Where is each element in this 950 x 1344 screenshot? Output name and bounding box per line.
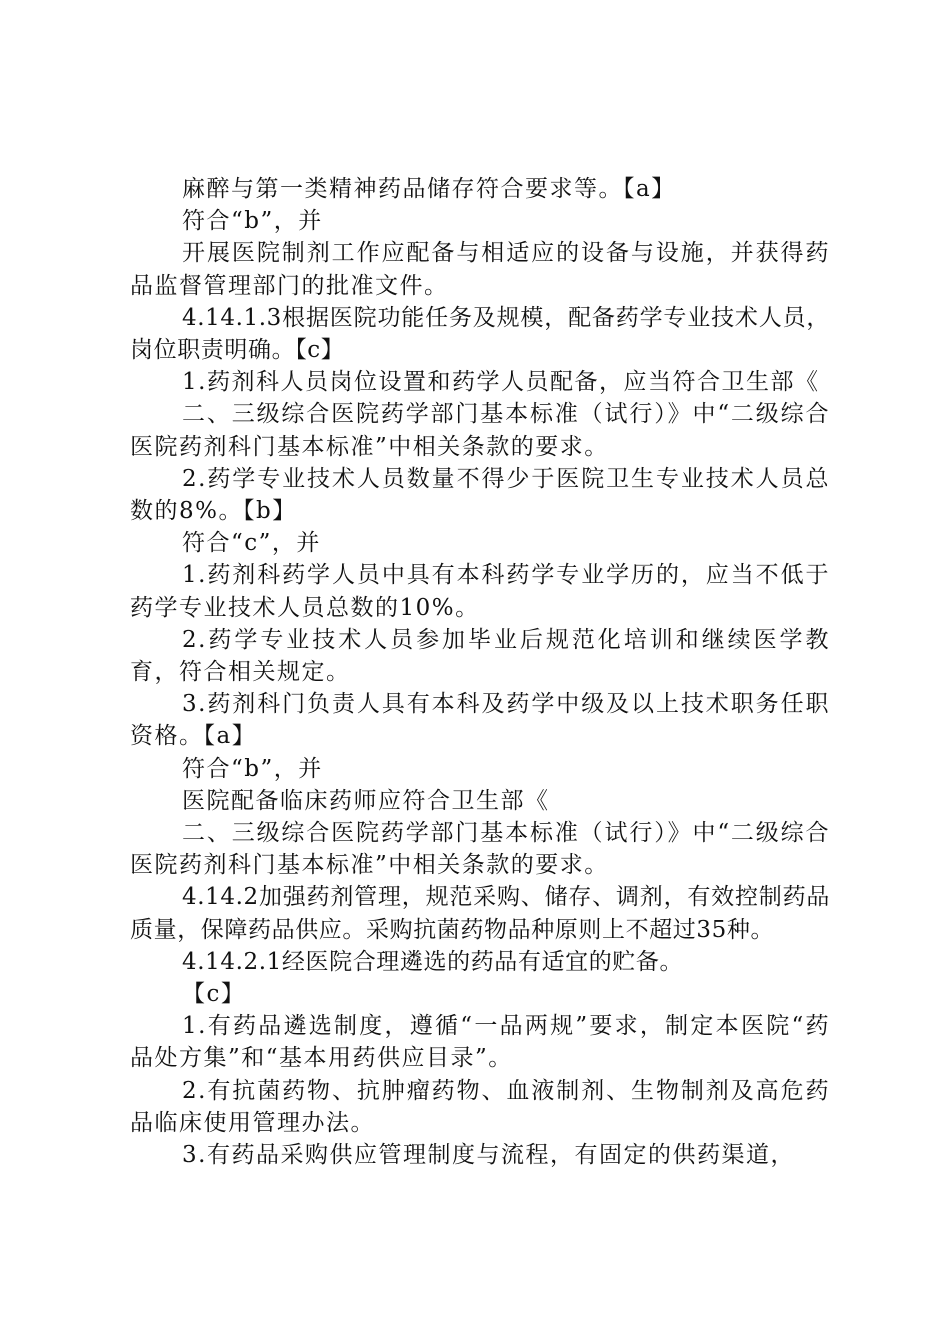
paragraph: 1.药剂科人员岗位设置和药学人员配备，应当符合卫生部《 bbox=[182, 369, 820, 396]
paragraph: 二、三级综合医院药学部门基本标准（试行）》中“二级综合医院药剂科门基本标准”中相关条款的要求。 bbox=[130, 820, 830, 879]
paragraph: 符合“b”，并 bbox=[182, 755, 323, 782]
paragraph: 3.药剂科门负责人具有本科及药学中级及以上技术职务任职资格。【a】 bbox=[130, 691, 830, 750]
paragraph: 麻醉与第一类精神药品储存符合要求等。【a】 bbox=[182, 176, 676, 202]
paragraph: 【c】 bbox=[182, 981, 246, 1008]
paragraph: 符合“b”，并 bbox=[182, 208, 323, 235]
paragraph: 2.有抗菌药物、抗肿瘤药物、血液制剂、生物制剂及高危药品临床使用管理办法。 bbox=[130, 1077, 830, 1136]
paragraph: 二、三级综合医院药学部门基本标准（试行）》中“二级综合医院药剂科门基本标准”中相关条款的要求。 bbox=[130, 401, 830, 460]
paragraph: 4.14.1.3根据医院功能任务及规模，配备药学专业技术人员，岗位职责明确。【c】 bbox=[130, 304, 830, 364]
paragraph: 2.药学专业技术人员数量不得少于医院卫生专业技术人员总数的8%。【b】 bbox=[130, 465, 830, 525]
paragraph: 医院配备临床药师应符合卫生部《 bbox=[182, 787, 550, 814]
document-body bbox=[130, 173, 830, 1171]
paragraph: 开展医院制剂工作应配备与相适应的设备与设施，并获得药品监督管理部门的批准文件。 bbox=[130, 240, 830, 299]
paragraph: 1.有药品遴选制度，遵循“一品两规”要求，制定本医院“药品处方集”和“基本用药供应目录”。 bbox=[130, 1013, 830, 1072]
paragraph: 4.14.2.1经医院合理遴选的药品有适宜的贮备。 bbox=[182, 948, 684, 975]
paragraph: 符合“c”，并 bbox=[182, 530, 321, 557]
paragraph: 4.14.2加强药剂管理，规范采购、储存、调剂，有效控制药品质量，保障药品供应。采购抗菌药物品种原则上不超过35种。 bbox=[130, 884, 830, 943]
paragraph: 3.有药品采购供应管理制度与流程，有固定的供药渠道， bbox=[182, 1142, 795, 1169]
paragraph: 2.药学专业技术人员参加毕业后规范化培训和继续医学教育，符合相关规定。 bbox=[130, 626, 830, 686]
paragraph: 1.药剂科药学人员中具有本科药学专业学历的，应当不低于药学专业技术人员总数的10%。 bbox=[130, 562, 830, 621]
